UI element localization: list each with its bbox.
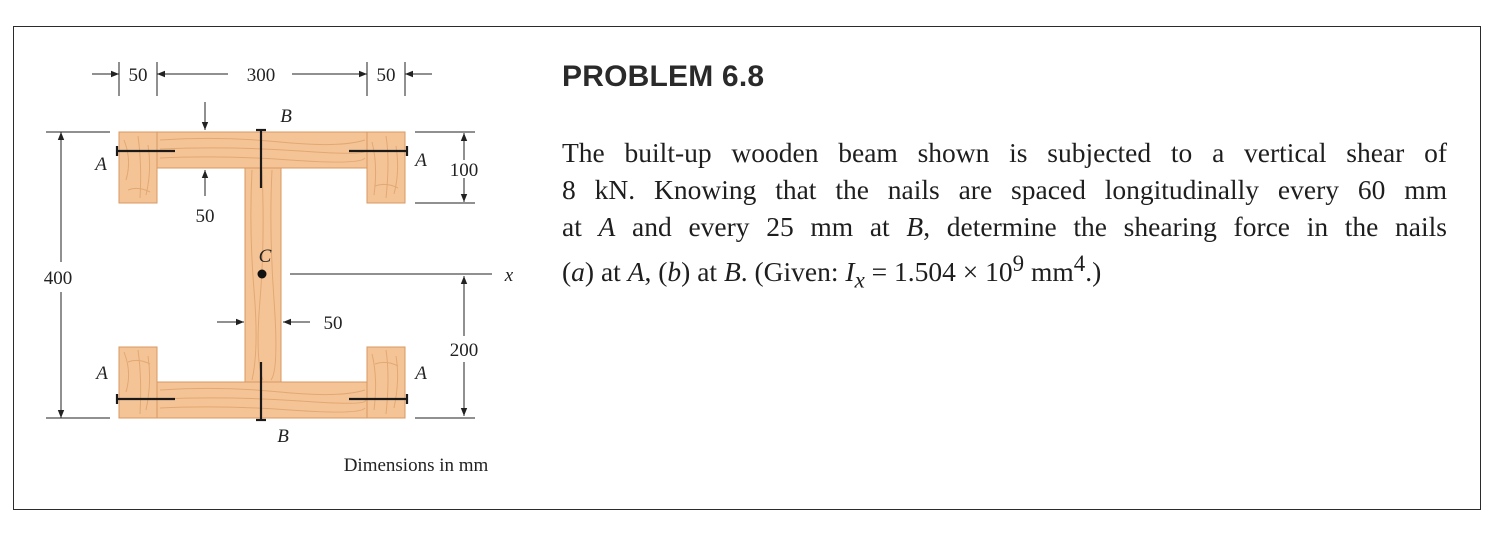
statement-line-4: (a) at A, (b) at B. (Given: $I_x = 1.504 \times 10^9$ $mm^4$.) [562,251,1102,293]
dim-right-flange: 50 [376,65,396,86]
label-a-top-left: A [95,154,107,175]
label-a-bottom-right: A [415,363,427,384]
dim-centroid: 200 [449,340,479,361]
top-left-flange-block [119,132,157,203]
figure-caption: Dimensions in mm [343,455,489,476]
dim-left-flange: 50 [128,65,148,86]
label-b-top: B [280,106,292,127]
dim-span: 300 [246,65,276,86]
label-a-bottom-left: A [96,363,108,384]
bottom-left-flange-block [119,347,157,418]
label-c: C [258,246,272,267]
label-b-bottom: B [277,426,289,447]
dim-flange-height: 100 [449,160,479,181]
problem-statement [562,134,1447,299]
label-a-top-right: A [415,150,427,171]
problem-title: PROBLEM 6.8 [562,60,765,93]
centroid-dot [258,270,267,279]
bottom-right-flange-block [367,347,405,418]
top-right-flange-block [367,132,405,203]
statement-line-2: 8 kN. Knowing that the nails are spaced longitudinally every 60 mm [562,174,1447,205]
statement-line-3: at A and every 25 mm at B, determine the shearing force in the nails [562,211,1447,242]
label-x-axis: x [504,265,514,286]
dim-web: 50 [323,313,343,334]
dim-top-plank: 50 [195,206,215,227]
statement-line-1: The built-up wooden beam shown is subjected to a vertical shear of [562,137,1447,168]
dim-total-height: 400 [43,268,73,289]
